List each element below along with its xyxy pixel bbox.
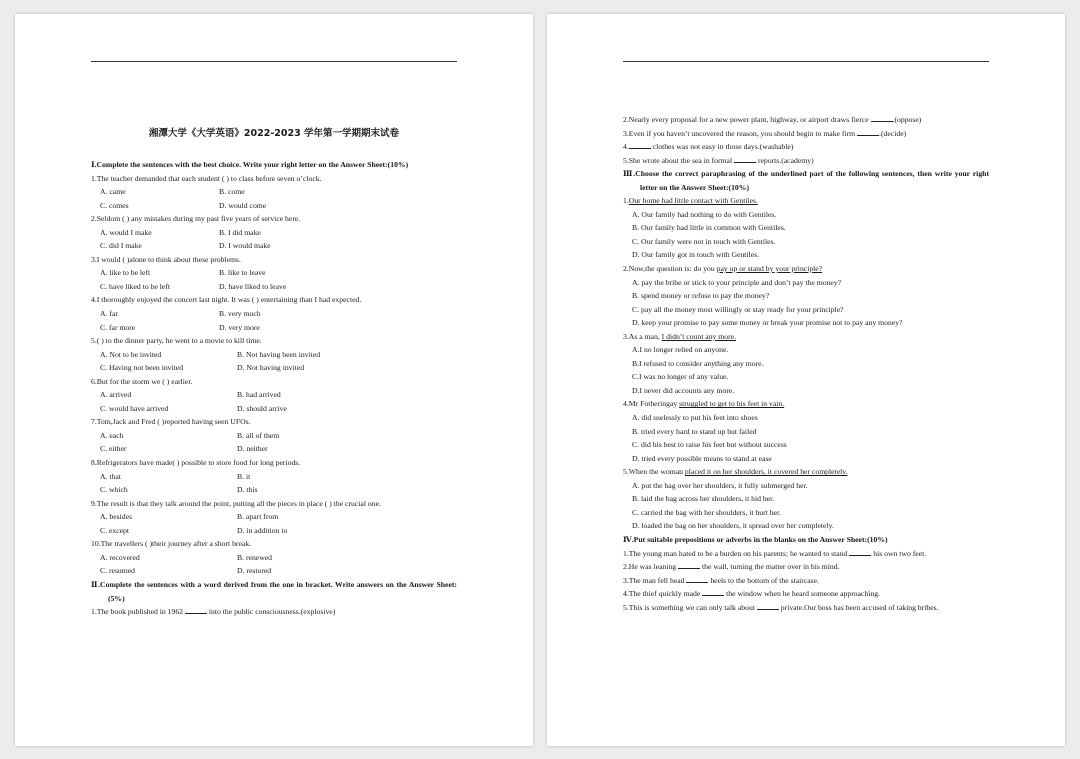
option-c: C. resumed bbox=[100, 566, 136, 576]
option-b: B. tried every hard to stand up but failed bbox=[632, 426, 757, 436]
section-2-continued bbox=[623, 113, 989, 167]
answer-options bbox=[91, 226, 457, 253]
paraphrase-question-4 bbox=[623, 397, 989, 465]
question-stem: 8.Refrigerators have made( ) possible to store food for long periods. bbox=[91, 458, 301, 468]
question-stem: 1.The teacher demanded that each student ( ) to class before seven o’clock. bbox=[91, 173, 322, 183]
question-10 bbox=[91, 537, 457, 578]
question-text: 1.The young man hated to be a burden on his parents; he wanted to stand bbox=[623, 548, 850, 558]
option-a: A. arrived bbox=[100, 390, 132, 400]
stem-text: 2.Now,the question is: do you bbox=[623, 264, 717, 274]
answer-options bbox=[91, 266, 457, 293]
option-a: A. did uselessly to put his feet into shoes bbox=[632, 413, 758, 423]
option-a: A.I no longer relied on anyone. bbox=[632, 345, 729, 355]
paraphrase-question-3 bbox=[623, 330, 989, 398]
option-b: B. like to leave bbox=[219, 268, 266, 278]
answer-blank bbox=[757, 601, 779, 610]
header-rule bbox=[91, 61, 457, 62]
question-text: 4. bbox=[623, 142, 629, 152]
underlined-phrase: I didn’t count any more. bbox=[661, 331, 737, 341]
option-a: A. recovered bbox=[100, 552, 140, 562]
header-rule bbox=[623, 61, 989, 62]
question-text: 3.The man fell head bbox=[623, 575, 687, 585]
option-d: D.I never did accounts any more. bbox=[632, 385, 735, 395]
question-stem: 10.The travellers ( )their journey after a short break. bbox=[91, 539, 252, 549]
answer-blank bbox=[686, 574, 708, 583]
option-b: B. come bbox=[219, 187, 245, 197]
option-d: D. in addition to bbox=[237, 525, 288, 535]
option-c: C. comes bbox=[100, 200, 129, 210]
option-b: B. Not having been invited bbox=[237, 349, 321, 359]
stem-text: 3.As a man, bbox=[623, 331, 662, 341]
underlined-phrase: struggled to get to his feet in vain. bbox=[679, 399, 785, 409]
option-c: C. have liked to be left bbox=[100, 281, 171, 291]
section-2-heading: Ⅱ.Complete the sentences with a word derived from the one in bracket. Write answers on the Answer Sheet:(5%) bbox=[91, 579, 457, 603]
answer-blank bbox=[849, 547, 871, 556]
section-4-question-1 bbox=[623, 547, 989, 561]
option-a: A. came bbox=[100, 187, 126, 197]
option-a: A. Our family had nothing to do with Gentiles. bbox=[632, 209, 777, 219]
question-stem bbox=[623, 397, 989, 411]
section-2-question-3 bbox=[623, 127, 989, 141]
option-d: D. keep your promise to pay some money or break your promise not to pay any money? bbox=[632, 318, 903, 328]
stem-text: 1. bbox=[623, 196, 629, 206]
question-text: heels to the bottom of the staircase. bbox=[708, 575, 819, 585]
option-a: A. that bbox=[100, 471, 121, 481]
answer-options bbox=[91, 185, 457, 212]
option-c: C. pay all the money most willingly or stay ready for your principle? bbox=[632, 304, 844, 314]
option-a: A. put the bag over her shoulders, it fully submerged her. bbox=[632, 480, 808, 490]
answer-options bbox=[91, 470, 457, 497]
question-text: 1.The book published in 1962 bbox=[91, 607, 185, 617]
answer-options bbox=[91, 510, 457, 537]
question-5 bbox=[91, 334, 457, 375]
answer-blank bbox=[871, 113, 893, 122]
answer-blank bbox=[734, 154, 756, 163]
option-d: D. restored bbox=[237, 566, 272, 576]
option-b: B. it bbox=[237, 471, 251, 481]
question-stem: 3.I would ( )alone to think about these problems. bbox=[91, 254, 241, 264]
question-4 bbox=[91, 293, 457, 334]
answer-blank bbox=[678, 560, 700, 569]
question-stem bbox=[623, 262, 989, 276]
option-c: C. carried the bag with her shoulders, it hurt her. bbox=[632, 507, 782, 517]
option-d: D. neither bbox=[237, 444, 268, 454]
option-b: B.I refused to consider anything any more. bbox=[632, 358, 764, 368]
section-1-questions bbox=[91, 172, 457, 578]
option-a: A. would I make bbox=[100, 227, 152, 237]
option-d: D. would come bbox=[219, 200, 267, 210]
question-text: reports.(academy) bbox=[756, 155, 814, 165]
question-2 bbox=[91, 212, 457, 253]
question-7 bbox=[91, 415, 457, 456]
answer-blank bbox=[185, 605, 207, 614]
option-d: D. this bbox=[237, 485, 258, 495]
section-4-question-4 bbox=[623, 587, 989, 601]
section-4-heading: Ⅳ.Put suitable prepositions or adverbs in the blanks on the Answer Sheet:(10%) bbox=[623, 534, 888, 544]
answer-options bbox=[91, 348, 457, 375]
question-text: .(decide) bbox=[879, 128, 907, 138]
question-text: 3.Even if you haven’t uncovered the reason, you should begin to make firm bbox=[623, 128, 858, 138]
answer-options bbox=[91, 551, 457, 578]
question-3 bbox=[91, 253, 457, 294]
question-text: clothes was not easy in those days.(washable) bbox=[650, 142, 794, 152]
option-d: D. loaded the bag on her shoulders, it spread over her completely. bbox=[632, 521, 834, 531]
section-2-question-4 bbox=[623, 140, 989, 154]
section-3-questions bbox=[623, 194, 989, 533]
paraphrase-question-1 bbox=[623, 194, 989, 262]
question-stem: 7.Tom,Jack and Fred ( )reported having seen UFOs. bbox=[91, 417, 251, 427]
question-text: 5.This is something we can only talk about bbox=[623, 602, 757, 612]
option-d: D. tried every possible means to stand at ease bbox=[632, 453, 772, 463]
question-text: .(oppose) bbox=[892, 115, 922, 124]
option-b: B. I did make bbox=[219, 227, 261, 237]
option-c: C.I was no longer of any value. bbox=[632, 372, 729, 382]
answer-options bbox=[91, 429, 457, 456]
option-d: D. I would make bbox=[219, 241, 271, 251]
option-b: B. renewed bbox=[237, 552, 273, 562]
option-a: A. besides bbox=[100, 512, 133, 522]
answer-blank bbox=[702, 587, 724, 596]
option-d: D. very more bbox=[219, 322, 260, 332]
section-1-heading: Ⅰ.Complete the sentences with the best choice. Write your right letter on the Answer Sheet:(10%) bbox=[91, 160, 409, 169]
underlined-phrase: Our home had little contact with Gentiles. bbox=[628, 196, 758, 206]
section-2-question-1 bbox=[91, 605, 457, 619]
option-c: C. which bbox=[100, 485, 128, 495]
answer-blank bbox=[629, 140, 651, 149]
option-b: B. very much bbox=[219, 309, 261, 319]
section-4-question-3 bbox=[623, 574, 989, 588]
section-4-question-2 bbox=[623, 560, 989, 574]
paraphrase-question-2 bbox=[623, 262, 989, 330]
option-d: D. have liked to leave bbox=[219, 281, 287, 291]
question-stem: 5.( ) to the dinner party, he went to a movie to kill time. bbox=[91, 336, 262, 346]
section-2-question-2 bbox=[623, 113, 989, 127]
underlined-phrase: placed it on her shoulders, it covered her completely. bbox=[684, 467, 848, 477]
question-text: the window when he heard someone approaching. bbox=[724, 589, 881, 599]
question-text: 5.She wrote about the sea in formal bbox=[623, 155, 735, 165]
option-c: C. except bbox=[100, 525, 130, 535]
question-stem: 6.But for the storm we ( ) earlier. bbox=[91, 376, 193, 386]
page-1-content bbox=[91, 128, 457, 619]
option-a: A. like to be left bbox=[100, 268, 151, 278]
question-text: the wall, turning the matter over in his mind. bbox=[700, 562, 840, 572]
page-2-content bbox=[623, 113, 989, 614]
option-b: B. spend money or refuse to pay the money? bbox=[632, 291, 770, 301]
underlined-phrase: pay up or stand by your principle? bbox=[716, 264, 823, 274]
option-c: C. did I make bbox=[100, 241, 142, 251]
option-c: C. far more bbox=[100, 322, 136, 332]
option-b: B. had arrived bbox=[237, 390, 281, 400]
question-text: 2.Nearly every proposal for a new power plant, highway, or airport draws fierce bbox=[623, 115, 871, 124]
question-text: his own two feet. bbox=[871, 548, 927, 558]
option-a: A. pay the bribe or stick to your principle and don’t pay the money? bbox=[632, 277, 842, 287]
question-text: into the public consciousness.(explosive) bbox=[206, 607, 336, 617]
option-c: C. Having not been invited bbox=[100, 363, 184, 373]
question-text: 2.He was leaning bbox=[623, 562, 679, 572]
option-a: A. each bbox=[100, 430, 124, 440]
question-stem: 9.The result is that they talk around the point, putting all the pieces in place ( ) the crucial one. bbox=[91, 498, 381, 508]
option-c: C. did his best to raise his feet but without success bbox=[632, 440, 787, 450]
option-b: B. apart from bbox=[237, 512, 279, 522]
section-4-items bbox=[623, 547, 989, 601]
option-c: C. either bbox=[100, 444, 127, 454]
option-b: B. Our family had little in common with Gentiles. bbox=[632, 223, 786, 233]
option-c: C. Our family were not in touch with Gentiles. bbox=[632, 236, 776, 246]
exam-title: 湘潭大学《大学英语》2022-2023 学年第一学期期末试卷 bbox=[148, 128, 400, 139]
question-stem bbox=[623, 465, 989, 479]
option-d: D. Not having invited bbox=[237, 363, 305, 373]
section-2-question-5 bbox=[623, 154, 989, 168]
question-9 bbox=[91, 497, 457, 538]
question-stem bbox=[623, 330, 989, 344]
option-d: D. should arrive bbox=[237, 403, 287, 413]
option-b: B. laid the bag across her shoulders, it hid her. bbox=[632, 494, 775, 504]
option-a: A. Not to be invited bbox=[100, 349, 162, 359]
question-stem: 4.I thoroughly enjoyed the concert last night. It was ( ) entertaining than I had expected. bbox=[91, 295, 362, 305]
question-6 bbox=[91, 375, 457, 416]
answer-blank bbox=[857, 127, 879, 136]
exam-page-1 bbox=[15, 14, 533, 746]
exam-page-2 bbox=[547, 14, 1065, 746]
stem-text: 4.Mr Fotheringay bbox=[623, 399, 680, 409]
question-8 bbox=[91, 456, 457, 497]
question-stem: 2.Seldom ( ) any mistakes during my past five years of service here. bbox=[91, 214, 301, 224]
question-1 bbox=[91, 172, 457, 213]
stem-text: 5.When the woman bbox=[623, 467, 685, 477]
question-stem bbox=[623, 194, 989, 208]
question-text: private.Our boss has been accused of taking bribes. bbox=[778, 602, 939, 612]
option-c: C. would have arrived bbox=[100, 403, 169, 413]
option-b: B. all of them bbox=[237, 430, 280, 440]
answer-options bbox=[91, 388, 457, 415]
section-3-heading: Ⅲ.Choose the correct paraphrasing of the underlined part of the following sentences, then write your right letter on the Answer Sheet:(10%) bbox=[623, 169, 989, 192]
option-a: A. far bbox=[100, 309, 118, 319]
section-4-question-5 bbox=[623, 601, 989, 615]
paraphrase-question-5 bbox=[623, 465, 989, 533]
answer-options bbox=[91, 307, 457, 334]
option-d: D. Our family got in touch with Gentiles. bbox=[632, 250, 760, 260]
question-text: 4.The thief quickly made bbox=[623, 589, 703, 599]
